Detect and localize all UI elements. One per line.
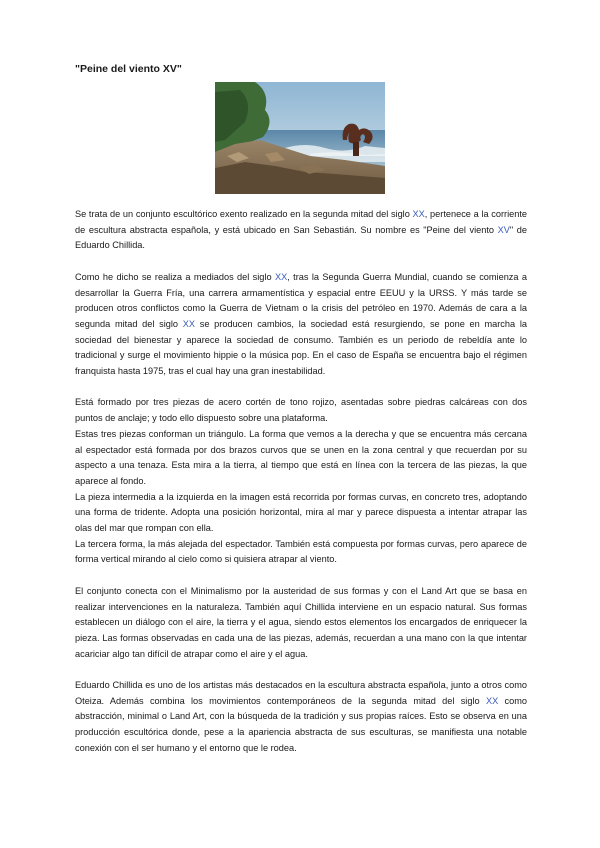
document-title: "Peine del viento XV" [75,63,182,75]
paragraph-third-piece: La tercera forma, la más alejada del espectador. También está compuesta por formas curvas, pero aparece de forma vertical mirando al cielo como si quisiera atrapar al viento. [75,538,527,565]
paragraph-intro: Se trata de un conjunto escultórico exento realizado en la segunda mitad del siglo XX, pertenece a la corriente de escultura abstracta española, y está ubicado en San Sebastián. Su nombre es "Peine del viento XV" de Eduardo Chillida. [75,209,527,251]
paragraph-context: Como he dicho se realiza a mediados del siglo XX, tras la Segunda Guerra Mundial, cuando se comienza a desarrollar la Guerra Fría, una carrera armamentística y espacial entre EEUU y la URSS. Y más tarde se producen otros conflictos como la Guerra de Vietnam o la crisis del petróleo en 1970. Además de cara a la segunda mitad del siglo XX se producen cambios, la sociedad está resurgiendo, se pone en marcha la sociedad del bienestar y aparece la sociedad de consumo. También es un periodo de rebeldía ante lo tradicional y surge el movimiento hippie o la música pop. En el caso de España se encuentra bajo el régimen franquista hasta 1975, tras el cual hay una gran inestabilidad. [75,271,527,377]
paragraph-materials: Está formado por tres piezas de acero cortén de tono rojizo, asentadas sobre piedras calcáreas con dos puntos de anclaje; y todo ello dispuesto sobre una plataforma. [75,397,527,424]
sculpture-photo [215,82,385,194]
paragraph-minimalism: El conjunto conecta con el Minimalismo por la austeridad de sus formas y con el Land Art que se basa en realizar intervenciones en la naturaleza. También aquí Chillida interviene en un espacio natural. Sus formas establecen un diálogo con el aire, la tierra y el agua, siendo estos elementos los encargados de enriquecer la pieza. Las formas observadas en cada una de las piezas, además, recuerdan a una mano con la que intentar acariciar algo tan difícil de atrapar como el aire y el agua. [75,585,527,659]
document-body [75,207,527,757]
paragraph-triangle: Estas tres piezas conforman un triángulo. La forma que vemos a la derecha y que se encuentra más cercana al espectador está formada por dos brazos curvos que se unen en la zona central y que recuerdan por su aspecto a una tenaza. Esta mira a la tierra, al tiempo que está en línea con la tercera de las piezas, la que aparece al fondo. [75,428,527,486]
paragraph-middle-piece: La pieza intermedia a la izquierda en la imagen está recorrida por formas curvas, en concreto tres, adoptando una forma de tridente. Adopta una posición horizontal, mira al mar y parece dispuesta a intentar atrapar las olas del mar que rompan con ella. [75,491,527,534]
paragraph-artist: Eduardo Chillida es uno de los artistas más destacados en la escultura abstracta española, junto a otros como Oteiza. Además combina los movimientos contemporáneos de la segunda mitad del siglo XX como abstracción, minimal o Land Art, con la búsqueda de la tradición y sus propias raíces. Esto se observa en una producción escultórica donde, pese a la apariencia abstracta de sus esculturas, se manifiesta una notable conexión con el ser humano y el entorno que le rodea. [75,680,527,753]
